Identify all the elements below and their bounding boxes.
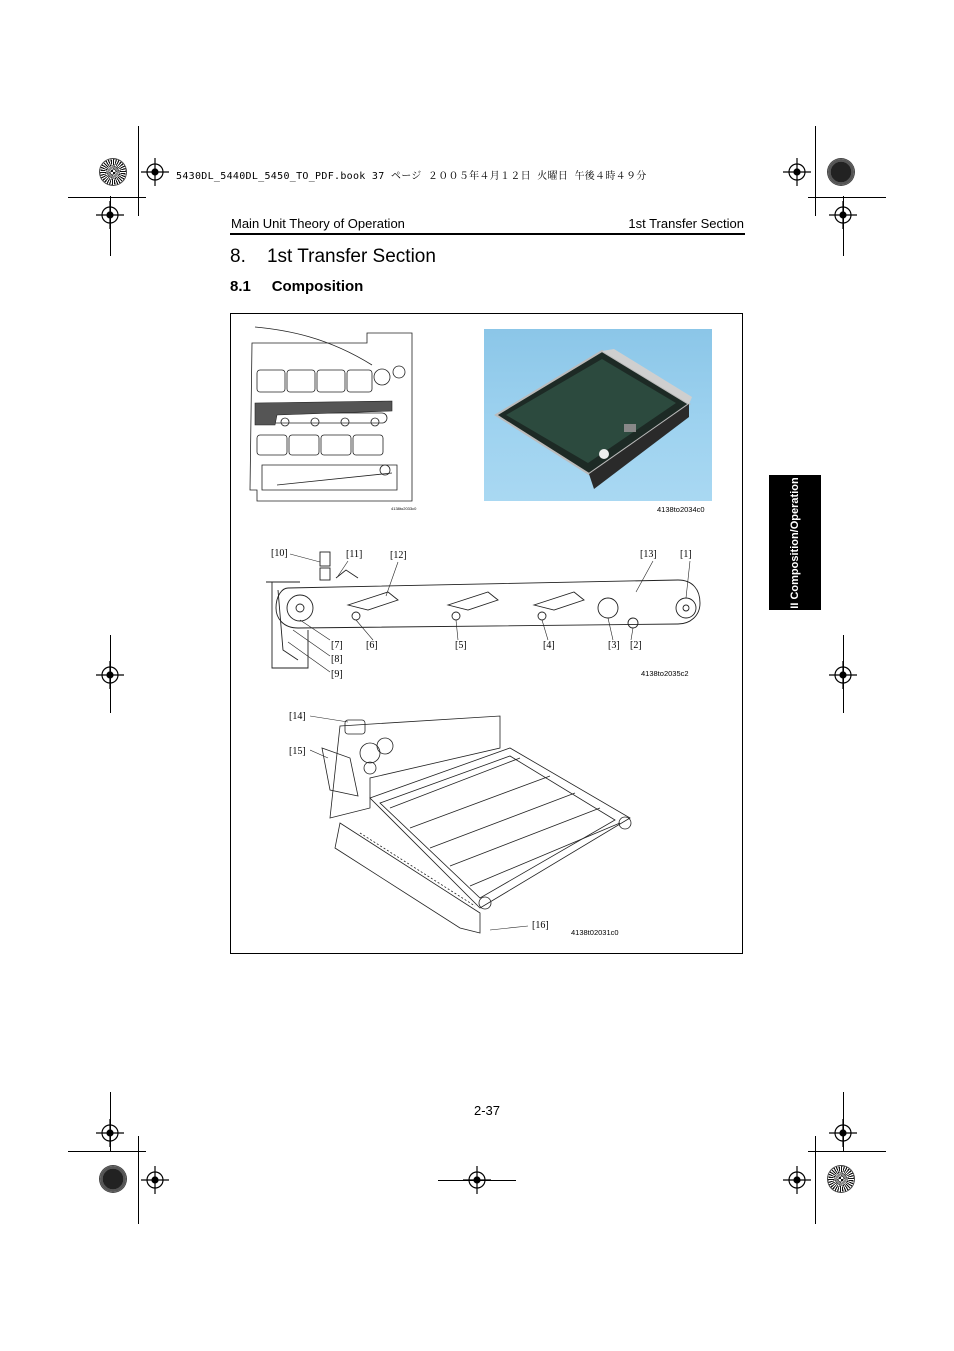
book-info-line: 5430DL_5440DL_5450_TO_PDF.book 37 ページ ２００５年４月１２日 火曜日 午後４時４９分 (176, 171, 647, 182)
callout-label: [2] (630, 640, 642, 651)
running-header-left: Main Unit Theory of Operation (231, 216, 405, 231)
figure-code: 4138t02031c0 (571, 928, 619, 937)
callout-label: [16] (532, 920, 549, 931)
callout-label: [8] (331, 654, 343, 665)
color-target-icon (828, 159, 854, 185)
callout-label: [5] (455, 640, 467, 651)
callout-label: [14] (289, 711, 306, 722)
subsection-title: 8.1 Composition (230, 278, 364, 295)
transfer-belt-unit-image (484, 329, 712, 501)
callout-label: [11] (346, 549, 363, 560)
figure-code: 4138to2033c0 (391, 506, 417, 511)
chapter-side-tab-label: II Composition/Operation (789, 476, 801, 609)
running-header-right: 1st Transfer Section (628, 216, 744, 231)
figure-code: 4138to2034c0 (657, 505, 705, 514)
color-target-icon (100, 159, 126, 185)
callout-label: [7] (331, 640, 343, 651)
callout-label: [4] (543, 640, 555, 651)
callout-label: [15] (289, 746, 306, 757)
color-target-icon (100, 1166, 126, 1192)
transfer-unit-exploded-diagram (310, 708, 640, 943)
color-target-icon (828, 1166, 854, 1192)
page-number: 2-37 (474, 1103, 501, 1118)
chapter-side-tab (769, 475, 821, 610)
callout-label: [6] (366, 640, 378, 651)
callout-label: [10] (271, 548, 288, 559)
callout-label: [3] (608, 640, 620, 651)
transfer-unit-photo (484, 329, 712, 501)
callout-label: [12] (390, 550, 407, 561)
callout-label: [13] (640, 549, 657, 560)
figure-code: 4138to2035c2 (641, 669, 689, 678)
machine-cross-section-diagram (247, 325, 422, 510)
callout-label: [1] (680, 549, 692, 560)
callout-label: [9] (331, 669, 343, 680)
section-title: 8. 1st Transfer Section (230, 246, 436, 267)
header-rule (230, 233, 745, 235)
